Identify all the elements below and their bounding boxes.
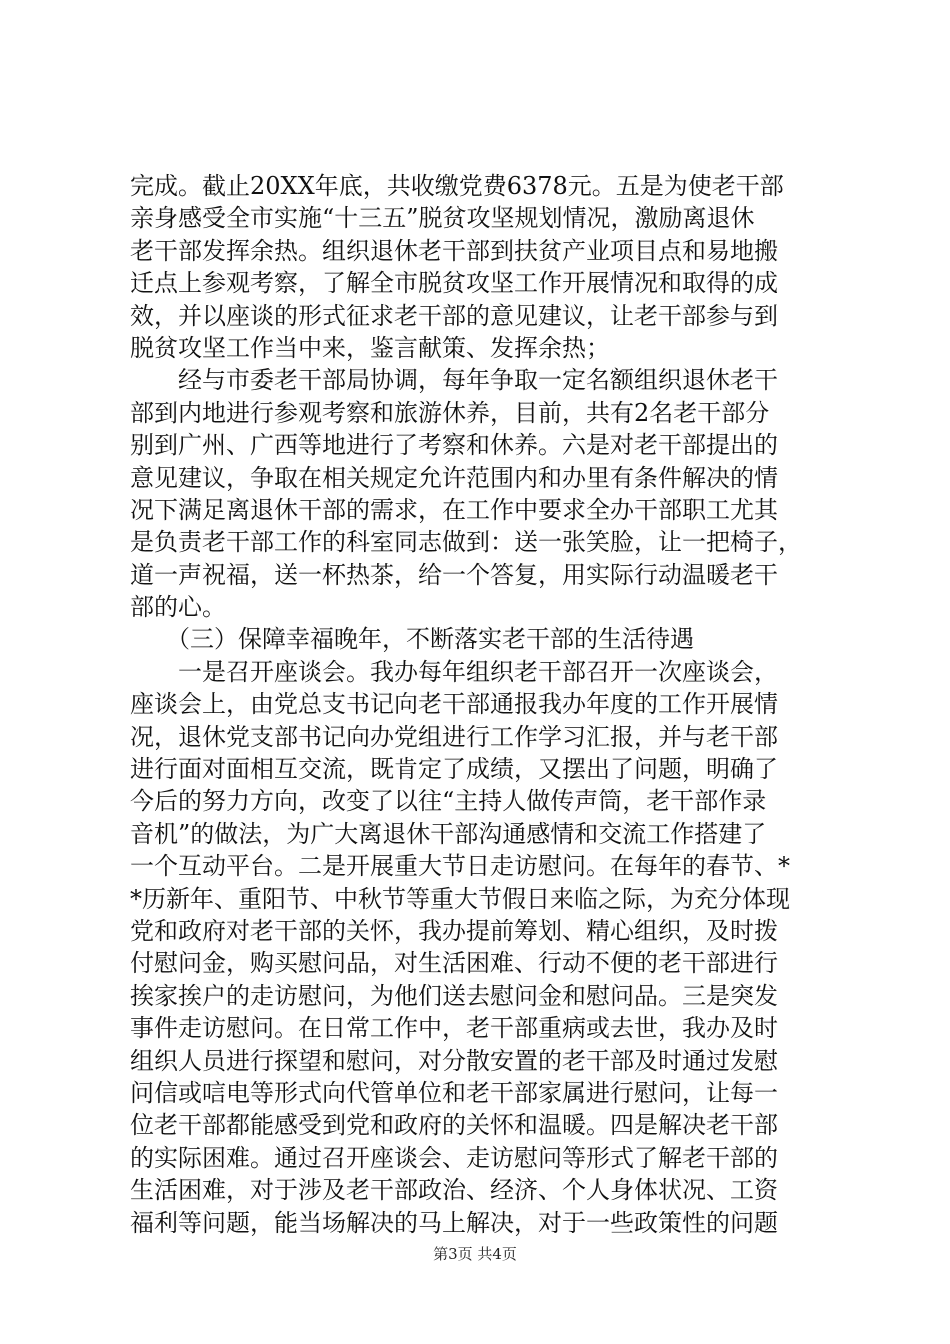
text-line: 部的心。: [130, 593, 226, 622]
text-line: 党和政府对老干部的关怀，我办提前筹划、精心组织，及时拨: [130, 916, 778, 945]
text-line: 况，退休党支部书记向办党组进行工作学习汇报，并与老干部: [130, 722, 778, 751]
text-line: 是负责老干部工作的科室同志做到：送一张笑脸，让一把椅子，: [130, 528, 802, 557]
text-line: 今后的努力方向，改变了以往“主持人做传声筒，老干部作录: [130, 787, 767, 816]
text-line: 一个互动平台。二是开展重大节日走访慰问。在每年的春节、*: [130, 852, 790, 881]
text-line: 意见建议，争取在相关规定允许范围内和办里有条件解决的情: [130, 463, 778, 492]
document-body: [130, 170, 832, 1239]
text-line: 别到广州、广西等地进行了考察和休养。六是对老干部提出的: [130, 431, 778, 460]
page-footer: 第3页 共4页: [433, 1245, 517, 1263]
text-line: 一是召开座谈会。我办每年组织老干部召开一次座谈会，: [130, 657, 778, 686]
text-line: 脱贫攻坚工作当中来，鉴言献策、发挥余热；: [130, 333, 610, 362]
text-line: 况下满足离退休干部的需求，在工作中要求全办干部职工尤其: [130, 495, 778, 524]
text-line: 问信或唁电等形式向代管单位和老干部家属进行慰问，让每一: [130, 1078, 778, 1107]
text-line: 经与市委老干部局协调，每年争取一定名额组织退休老干: [130, 366, 778, 395]
text-line: 迁点上参观考察，了解全市脱贫攻坚工作开展情况和取得的成: [130, 269, 778, 298]
text-line: 道一声祝福，送一杯热茶，给一个答复，用实际行动温暖老干: [130, 560, 778, 589]
text-line: 的实际困难。通过召开座谈会、走访慰问等形式了解老干部的: [130, 1143, 778, 1172]
text-line: 事件走访慰问。在日常工作中，老干部重病或去世，我办及时: [130, 1014, 778, 1043]
text-line: （三）保障幸福晚年，不断落实老干部的生活待遇: [130, 625, 694, 654]
text-line: 进行面对面相互交流，既肯定了成绩，又摆出了问题，明确了: [130, 755, 778, 784]
text-line: 亲身感受全市实施“十三五”脱贫攻坚规划情况，激励离退休: [130, 204, 755, 233]
text-line: 生活困难，对于涉及老干部政治、经济、个人身体状况、工资: [130, 1176, 778, 1205]
text-line: 组织人员进行探望和慰问，对分散安置的老干部及时通过发慰: [130, 1046, 778, 1075]
text-line: 效，并以座谈的形式征求老干部的意见建议，让老干部参与到: [130, 301, 778, 330]
text-line: 挨家挨户的走访慰问，为他们送去慰问金和慰问品。三是突发: [130, 981, 778, 1010]
text-line: 付慰问金，购买慰问品，对生活困难、行动不便的老干部进行: [130, 949, 778, 978]
text-line: 位老干部都能感受到党和政府的关怀和温暖。四是解决老干部: [130, 1111, 778, 1140]
text-line: 福利等问题，能当场解决的马上解决，对于一些政策性的问题: [130, 1208, 778, 1237]
text-line: 座谈会上，由党总支书记向老干部通报我办年度的工作开展情: [130, 690, 778, 719]
text-line: 部到内地进行参观考察和旅游休养，目前，共有2名老干部分: [130, 398, 770, 427]
text-line: 完成。截止20XX年底，共收缴党费6378元。五是为使老干部: [130, 172, 784, 200]
text-line: *历新年、重阳节、中秋节等重大节假日来临之际，为充分体现: [130, 884, 790, 913]
text-line: 音机”的做法，为广大离退休干部沟通感情和交流工作搭建了: [130, 819, 767, 848]
text-line: 老干部发挥余热。组织退休老干部到扶贫产业项目点和易地搬: [130, 236, 778, 265]
